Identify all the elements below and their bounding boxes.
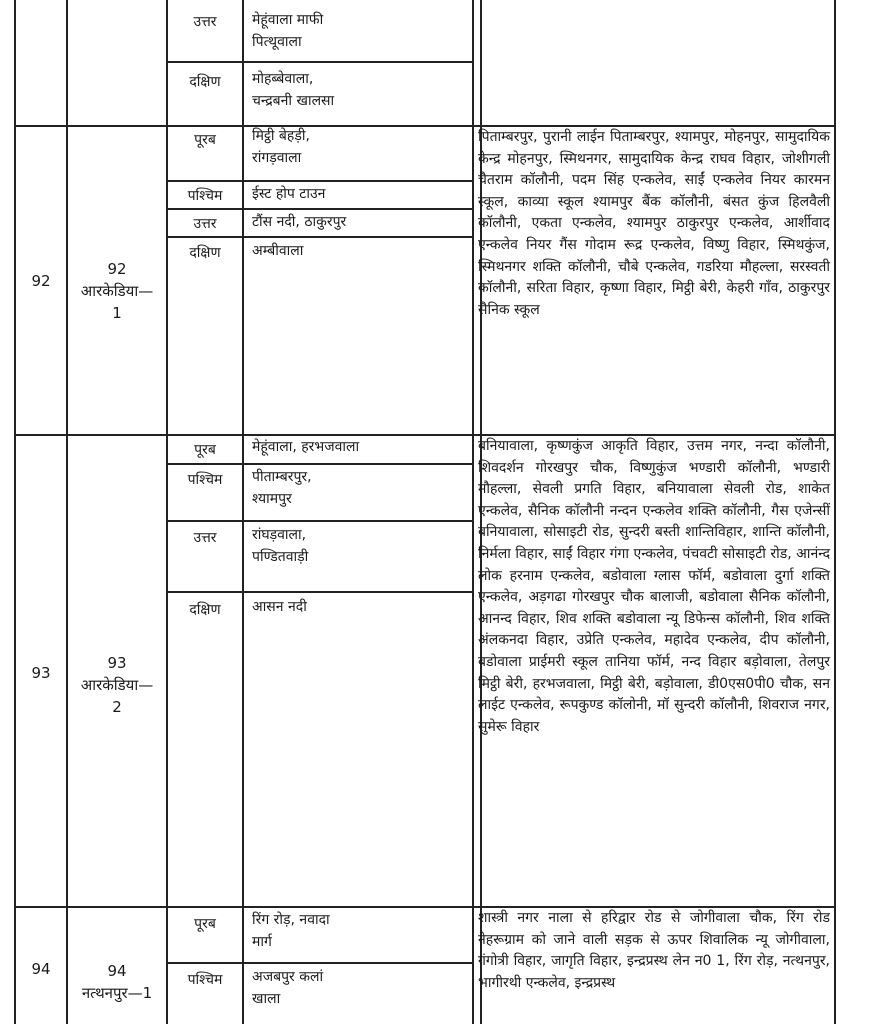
direction-label: दक्षिण (189, 602, 221, 618)
dir-divider (166, 962, 474, 964)
place-name: मोहब्बेवाला, (252, 71, 314, 87)
place-name: पण्डितवाड़ी (252, 549, 309, 565)
direction-label: पश्चिम (187, 472, 223, 488)
table-border-right (834, 0, 836, 1024)
locality-list: शास्त्री नगर नाला से हरिद्वार रोड से जोगीवाला चौक, रिंग रोड नेहरूग्राम को जाने वाली सड़क से ऊपर शिवालिक न्यू जोगीवाला, गंगोत्री विहार, जागृति विहार, इन्द्रप्रस्थ लेन न0 1, रिंग रोड़, नत्थनपुर, भागीरथी एन्कलेव, इन्द्रप्रस्थ (478, 910, 830, 991)
ward-name: 92 आरकेडिया— 1 (80, 260, 154, 322)
dir-divider (166, 591, 474, 593)
col-divider-ward (166, 0, 168, 1024)
place-name: पित्थूवाला (252, 34, 302, 50)
place-name: श्यामपुर (252, 491, 292, 507)
place-name: अजबपुर कलां (252, 969, 324, 985)
place-name: खाला (252, 991, 281, 1007)
serial-number: 94 (31, 960, 51, 978)
table-border-left (14, 0, 16, 1024)
direction-label: पश्चिम (187, 972, 223, 988)
place-name: चन्द्रबनी खालसा (252, 93, 335, 109)
place-name: ईस्ट होप टाउन (252, 186, 326, 202)
direction-label: पूरब (194, 442, 216, 458)
place-name: मेहूंवाला माफी (252, 12, 324, 28)
place-name: अम्बीवाला (252, 243, 304, 259)
col-divider-serial (66, 0, 68, 1024)
locality-list: बनियावाला, कृष्णकुंज आकृति विहार, उत्तम नगर, नन्दा कॉलौनी, शिवदर्शन गोरखपुर चौक, विष्णुकुंज भण्डारी कॉलौनी, भण्डारी मौहल्ला, सेवली प्रगति विहार, बनियावाला सेवली रोड, शाकेत एन्कलेव, सैनिक कॉलौनी नन्दन एन्कलेव शक्ति कॉलौनी, गैस एजेन्सीं बनियावाला, सोसाइटी रोड, सुन्दरी बस्ती शान्तिविहार, शान्ति कॉलौनी, निर्मला विहार, साईं विहार गंगा एन्कलेव, पंचवटी सोसाइटी रोड, आनंन्द लोक हरनाम एन्कलेव, बडोवाला ग्लास फॉर्म, बडोवाला दुर्गा शक्ति एन्कलेव, अड़गढा गोरखपुर चौक बालाजी, बडोवाला सैनिक कॉलौनी, आनन्द विहार, शिव शक्ति बडोवाला न्यू डिफेन्स कॉलौनी, शिव शक्ति अंलकनदा विहार, उप्रेति एन्कलेव, महादेव एन्कलेव, दीप कॉलौनी, बडोवाला प्राईमरी स्कूल तानिया फॉर्म, नन्द विहार बड़ोवाला, तेलपुर मिट्ठी बेरी, हरभजवाला, मिट्ठी बेरी, बड़ोवाला, डी0एस0पी0 चौक, सन लाईट एन्कलेव, रूपकुण्ड कॉलोनी, मॉ सुन्दरी कॉलौनी, शिवराज नगर, सुमेरू विहार (478, 438, 830, 735)
dir-divider (166, 61, 474, 63)
place-name: मार्ग (252, 934, 272, 950)
direction-label: उत्तर (193, 216, 217, 232)
col-divider-direction (242, 0, 244, 1024)
dir-divider (166, 208, 474, 210)
col-divider-places (472, 0, 474, 1024)
direction-label: दक्षिण (189, 74, 221, 90)
dir-divider (166, 180, 474, 182)
direction-label: पूरब (194, 916, 216, 932)
direction-label: उत्तर (193, 14, 217, 30)
place-name: मिट्ठी बेहड़ी, (252, 128, 310, 144)
ward-name: 94 नत्थनपुर—1 (81, 962, 153, 1002)
place-name: आसन नदी (252, 599, 307, 615)
serial-number: 93 (31, 664, 51, 682)
place-name: रिंग रोड़, नवादा (252, 912, 330, 928)
direction-label: उत्तर (193, 530, 217, 546)
direction-label: पूरब (194, 132, 216, 148)
direction-label: पश्चिम (187, 188, 223, 204)
place-name: रांघड़वाला, (252, 527, 307, 543)
dir-divider (166, 520, 474, 522)
place-name: मेहूंवाला, हरभजवाला (252, 439, 360, 455)
direction-label: दक्षिण (189, 245, 221, 261)
locality-list: पिताम्बरपुर, पुरानी लाईन पिताम्बरपुर, श्यामपुर, मोहनपुर, सामुदायिक केन्द्र मोहनपुर, स्मिथनगर, सामुदायिक केन्द्र राघव विहार, जोशीगली चैतराम कॉलौनी, पदम सिंह एन्कलेव, साईं एन्कलेव नियर कारमन स्कूल, काव्या स्कूल श्यामपुर बैंक कॉलौनी, बंसत कुंज हिलवैली कॉलौनी, एकता एन्कलेव, श्यामपुर ठाकुरपुर एन्कलेव, आर्शीवाद एन्कलेव नियर गैंस गोदाम रूद्र एन्कलेव, विष्णु विहार, स्मिथकुंज, स्मिथनगर शक्ति कॉलौनी, चौबे एन्कलेव, गडरिया मौहल्ला, सरस्वती कॉलौनी, सरिता विहार, कृष्णा विहार, मिट्ठी बेरी, केहरी गाँव, ठाकुरपुर सैनिक स्कूल (478, 129, 830, 318)
dir-divider (166, 236, 474, 238)
place-name: पीताम्बरपुर, (252, 469, 312, 485)
place-name: टौंस नदी, ठाकुरपुर (252, 214, 347, 230)
serial-number: 92 (31, 272, 51, 290)
place-name: रांगड़वाला (252, 150, 302, 166)
dir-divider (166, 463, 474, 465)
ward-name: 93 आरकेडिया— 2 (80, 654, 154, 716)
